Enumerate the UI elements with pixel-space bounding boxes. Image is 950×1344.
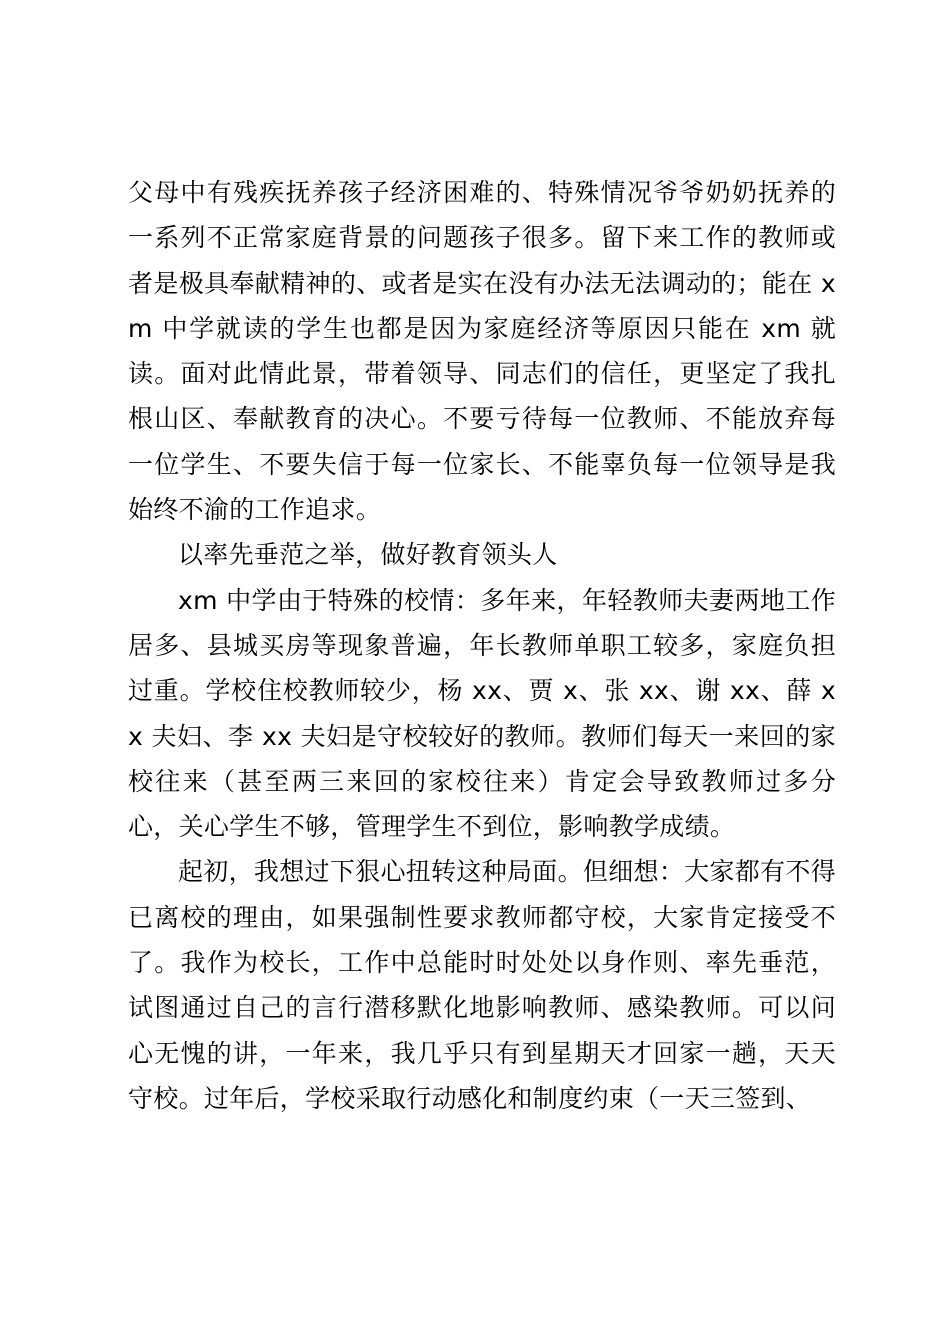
section-heading: 以率先垂范之举，做好教育领头人	[178, 540, 558, 570]
paragraph-continuation: 父母中有残疾抚养孩子经济困难的、特殊情况爷爷奶奶抚养的一系列不正常家庭背景的问题孩子很多。留下来工作的教师或者是极具奉献精神的、或者是实在没有办法无法调动的；能在 xm 中学就读的学生也都是因为家庭经济等原因只能在 xm 就读。面对此情此景，带着领导、同志们的信任，更坚定了我扎根山区、奉献教育的决心。不要亏待每一位教师、不能放弃每一位学生、不要失信于每一位家长、不能辜负每一位领导是我始终不渝的工作追求。	[128, 178, 836, 525]
document-body	[128, 170, 836, 1121]
paragraph: xm 中学由于特殊的校情：多年来，年轻教师夫妻两地工作居多、县城买房等现象普遍，年长教师单职工较多，家庭负担过重。学校住校教师较少，杨 xx、贾 x、张 xx、谢 xx、薛 xx 夫妇、李 xx 夫妇是守校较好的教师。教师们每天一来回的家校往来（甚至两三来回的家校往来）肯定会导致教师过多分心，关心学生不够，管理学生不到位，影响教学成绩。	[128, 585, 836, 842]
paragraph: 起初，我想过下狠心扭转这种局面。但细想：大家都有不得已离校的理由，如果强制性要求教师都守校，大家肯定接受不了。我作为校长，工作中总能时时处处以身作则、率先垂范，试图通过自己的言行潜移默化地影响教师、感染教师。可以问心无愧的讲，一年来，我几乎只有到星期天才回家一趟，天天守校。过年后，学校采取行动感化和制度约束（一天三签到、	[128, 857, 836, 1113]
